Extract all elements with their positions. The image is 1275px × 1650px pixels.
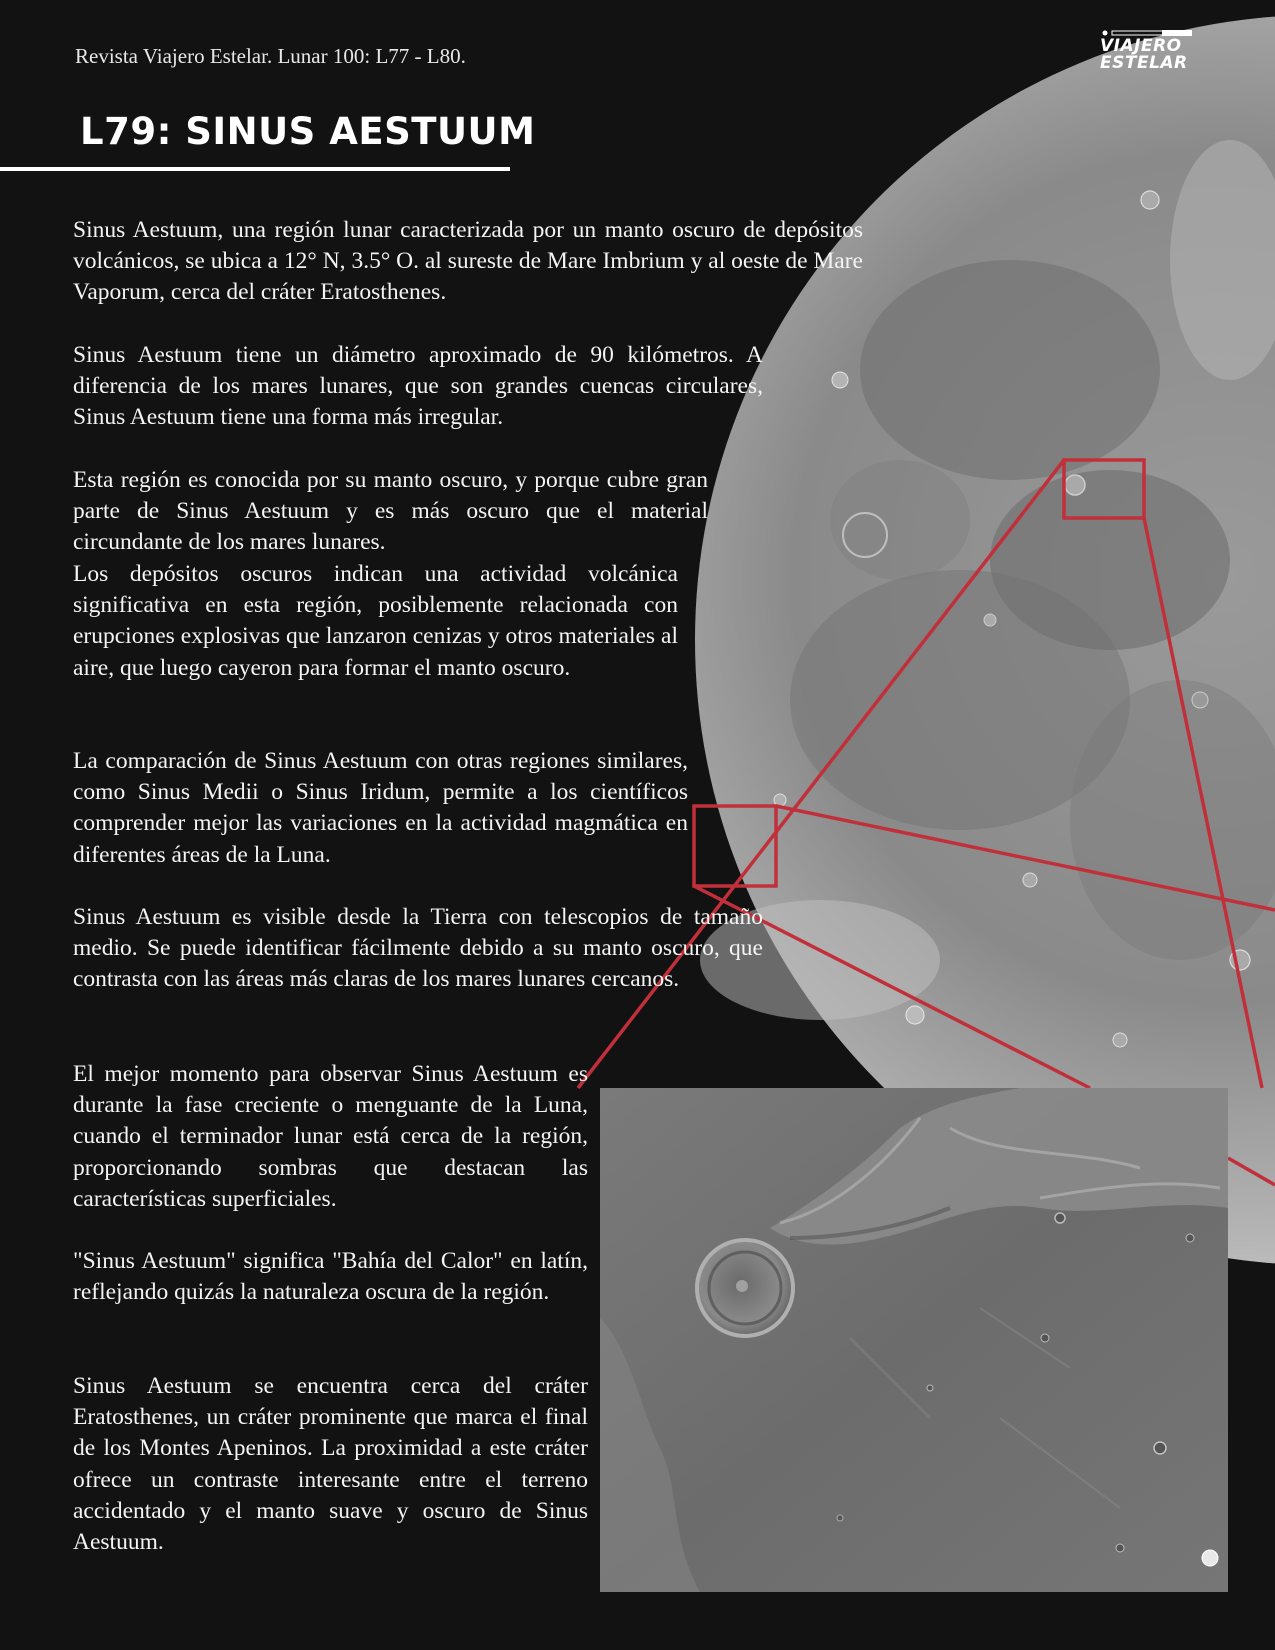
paragraph-9: Sinus Aestuum se encuentra cerca del cráter Eratosthenes, un cráter prominente que marca el final de los Montes Apeninos. La proximidad a este cráter ofrece un contraste interesante entre el terreno accidentado y el manto suave y oscuro de Sinus Aestuum. bbox=[73, 1373, 588, 1556]
paragraph-2: Sinus Aestuum tiene un diámetro aproximado de 90 kilómetros. A diferencia de los mares lunares, que son grandes cuencas circulares, Sinus Aestuum tiene una forma más irregular. bbox=[73, 342, 763, 431]
paragraph-7: El mejor momento para observar Sinus Aestuum es durante la fase creciente o menguante de la Luna, cuando el terminador lunar está cerca de la región, proporcionando sombras que destacan las características superficiales. bbox=[73, 1061, 588, 1212]
paragraph-3: Esta región es conocida por su manto oscuro, y porque cubre gran parte de Sinus Aestuum y es más oscuro que el material circundante de los mares lunares. bbox=[73, 467, 708, 556]
title-underline bbox=[0, 167, 510, 171]
paragraph-1: Sinus Aestuum, una región lunar caracterizada por un manto oscuro de depósitos volcánicos, se ubica a 12° N, 3.5° O. al sureste de Mare Imbrium y al oeste de Mare Vaporum, cerca del cráter Eratosthenes. bbox=[73, 217, 863, 306]
logo-line1: VIAJERO bbox=[1100, 36, 1182, 56]
paragraph-6: Sinus Aestuum es visible desde la Tierra con telescopios de tamaño medio. Se puede identificar fácilmente debido a su manto oscuro, que contrasta con las áreas más claras de los mares lunares cercanos. bbox=[73, 904, 763, 993]
paragraph-8: "Sinus Aestuum" significa "Bahía del Calor" en latín, reflejando quizás la naturaleza oscura de la región. bbox=[73, 1248, 588, 1306]
running-title: Revista Viajero Estelar. Lunar 100: L77 - L80. bbox=[75, 44, 466, 68]
article-title: L79: SINUS AESTUUM bbox=[80, 110, 536, 153]
closeup-photo bbox=[600, 1088, 1228, 1592]
paragraph-4: Los depósitos oscuros indican una actividad volcánica significativa en esta región, posiblemente relacionada con erupciones explosivas que lanzaron cenizas y otros materiales al aire, que luego cayeron para formar el manto oscuro. bbox=[73, 561, 678, 681]
paragraph-5: La comparación de Sinus Aestuum con otras regiones similares, como Sinus Medii o Sinus Iridum, permite a los científicos comprender mejor las variaciones en la actividad magmática en diferentes áreas de la Luna. bbox=[73, 748, 688, 868]
magazine-logo bbox=[1100, 28, 1200, 74]
logo-line2: ESTELAR bbox=[1100, 53, 1188, 73]
